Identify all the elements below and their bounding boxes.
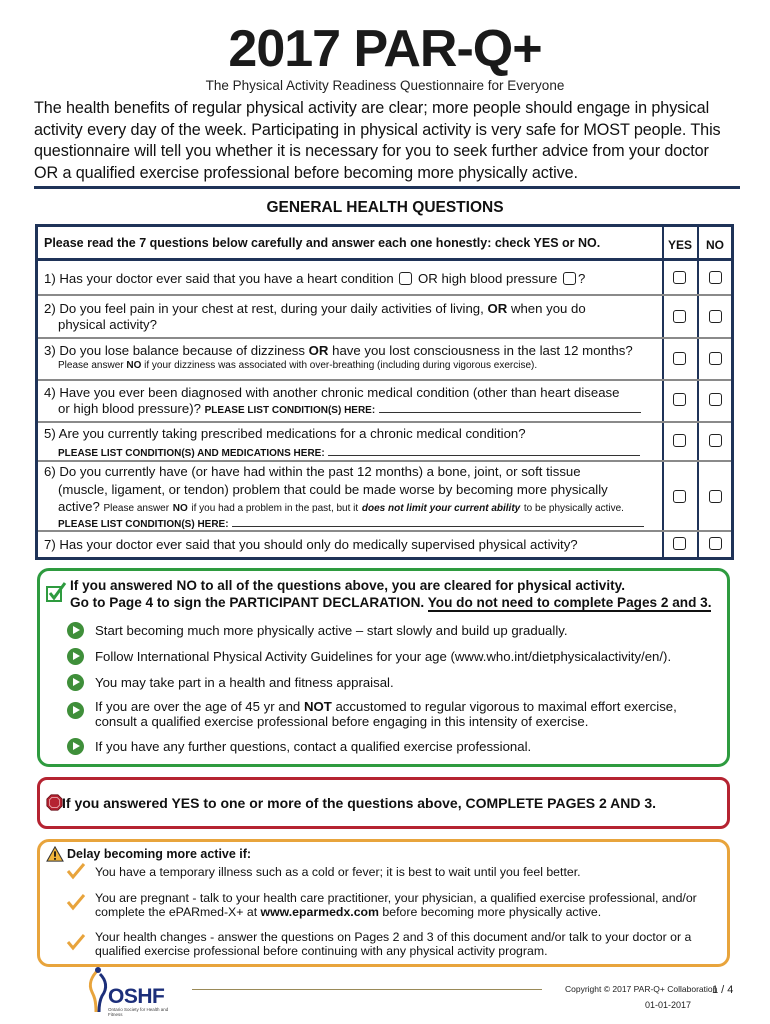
question-text: (muscle, ligament, or tendon) problem that could be made worse by becoming more physically bbox=[58, 482, 608, 497]
cleared-heading-emphasis: You do not need to complete Pages 2 and 3. bbox=[427, 595, 712, 610]
cleared-bullet: Follow International Physical Activity Guidelines for your age (www.who.int/dietphysicalactivity/en/). bbox=[95, 649, 672, 664]
q4-yes-checkbox[interactable] bbox=[673, 393, 686, 406]
section-title: GENERAL HEALTH QUESTIONS bbox=[266, 199, 504, 216]
question-note: Please answer bbox=[58, 360, 124, 371]
q2-yes-checkbox[interactable] bbox=[673, 310, 686, 323]
question-text: 4) Have you ever been diagnosed with another chronic medical condition (other than heart disease bbox=[44, 385, 620, 400]
question-emphasis: OR bbox=[487, 301, 508, 316]
oshf-logo: OSHF bbox=[108, 985, 165, 1008]
intro-line: The health benefits of regular physical activity are clear; more people should engage in physical bbox=[34, 99, 710, 117]
row-divider bbox=[38, 421, 731, 423]
delay-item-text: qualified exercise professional before continuing with any physical activity program. bbox=[95, 944, 548, 958]
q3-no-checkbox[interactable] bbox=[709, 352, 722, 365]
question-text: 3) Do you lose balance because of dizziness bbox=[44, 343, 305, 358]
q6-no-checkbox[interactable] bbox=[709, 490, 722, 503]
intro-paragraph bbox=[34, 98, 746, 184]
delay-heading: Delay becoming more active if: bbox=[67, 847, 252, 861]
question-2 bbox=[44, 301, 654, 333]
question-6 bbox=[44, 463, 654, 531]
question-text: 6) Do you currently have (or have had within the past 12 months) a bone, joint, or soft tissue bbox=[44, 464, 581, 479]
document-date: 01-01-2017 bbox=[645, 1000, 692, 1010]
warning-icon bbox=[46, 846, 64, 862]
cleared-bullet: If you have any further questions, contact a qualified exercise professional. bbox=[95, 739, 532, 754]
cleared-heading-line: If you answered NO to all of the questions above, you are cleared for physical activity. bbox=[70, 578, 625, 593]
question-text: when you do bbox=[510, 301, 586, 316]
play-bullet-icon bbox=[67, 622, 84, 639]
q7-yes-checkbox[interactable] bbox=[673, 537, 686, 550]
conditions-input-line[interactable] bbox=[379, 403, 641, 413]
question-text: 1) Has your doctor ever said that you have a heart condition bbox=[44, 271, 394, 286]
list-conditions-label: PLEASE LIST CONDITION(S) HERE: bbox=[58, 519, 229, 530]
q2-no-checkbox[interactable] bbox=[709, 310, 722, 323]
intro-line: activity every day of the week. Participating in physical activity is very safe for MOST people. This bbox=[34, 120, 721, 139]
eparmedx-link[interactable]: www.eparmedx.com bbox=[260, 905, 379, 919]
question-1 bbox=[44, 271, 659, 287]
checkmark-icon bbox=[66, 893, 86, 911]
question-note: to be physically active. bbox=[523, 503, 624, 514]
q1-no-checkbox[interactable] bbox=[709, 271, 722, 284]
footer-divider bbox=[192, 989, 542, 990]
page-number: 1 / 4 bbox=[712, 984, 734, 996]
delay-item bbox=[95, 891, 720, 919]
question-note: Please answer bbox=[103, 503, 170, 514]
question-text: active? bbox=[58, 499, 100, 514]
yes-answer-text: If you answered YES to one or more of the questions above, COMPLETE PAGES 2 AND 3. bbox=[62, 795, 657, 811]
table-instruction: Please read the 7 questions below carefully and answer each one honestly: check YES or NO. bbox=[44, 236, 601, 250]
high-blood-pressure-checkbox[interactable] bbox=[563, 272, 576, 285]
question-text: 2) Do you feel pain in your chest at rest, during your daily activities of living, bbox=[44, 301, 484, 316]
copyright: Copyright © 2017 PAR-Q+ Collaboration bbox=[565, 984, 718, 994]
question-text: have you lost consciousness in the last 12 months? bbox=[332, 343, 633, 358]
delay-item-text: before becoming more physically active. bbox=[382, 905, 602, 919]
question-note: if your dizziness was associated with over-breathing (including during vigorous exercise). bbox=[144, 360, 538, 371]
delay-item-text: You are pregnant - talk to your health care practitioner, your physician, a qualified exercise professional, and/or bbox=[95, 891, 697, 905]
question-note-emphasis: NO bbox=[172, 503, 188, 514]
row-divider bbox=[38, 379, 731, 381]
cleared-bullet: Start becoming much more physically active – start slowly and build up gradually. bbox=[95, 623, 568, 638]
cleared-heading-line: Go to Page 4 to sign the PARTICIPANT DECLARATION. bbox=[70, 595, 425, 610]
delay-item-text: complete the ePARmed-X+ at bbox=[95, 905, 258, 919]
play-bullet-icon bbox=[67, 702, 84, 719]
question-note-emphasis: NO bbox=[126, 360, 142, 371]
question-text: or high blood pressure)? bbox=[58, 401, 201, 416]
question-text: OR high blood pressure bbox=[418, 271, 558, 286]
question-text: ? bbox=[577, 271, 586, 286]
question-4 bbox=[44, 385, 654, 419]
intro-line: OR a qualified exercise professional before becoming more physically active. bbox=[34, 163, 578, 182]
header-divider bbox=[34, 186, 740, 189]
q6-yes-checkbox[interactable] bbox=[673, 490, 686, 503]
column-divider bbox=[662, 227, 664, 557]
cleared-heading bbox=[70, 577, 730, 611]
cleared-bullet bbox=[95, 699, 725, 729]
play-bullet-icon bbox=[67, 674, 84, 691]
delay-item-text: Your health changes - answer the questions on Pages 2 and 3 of this document and/or talk to your doctor or a bbox=[95, 930, 692, 944]
intro-line: questionnaire will tell you whether it is necessary for you to seek further advice from your doctor bbox=[34, 142, 709, 160]
checkmark-icon bbox=[66, 862, 86, 880]
question-emphasis: OR bbox=[308, 343, 329, 358]
delay-item bbox=[95, 930, 720, 958]
cleared-bullet: You may take part in a health and fitness appraisal. bbox=[95, 675, 394, 690]
column-divider bbox=[697, 227, 699, 557]
q4-no-checkbox[interactable] bbox=[709, 393, 722, 406]
conditions-input-line[interactable] bbox=[232, 517, 644, 527]
delay-item: You have a temporary illness such as a cold or fever; it is best to wait until you feel better. bbox=[95, 865, 581, 879]
list-conditions-label: PLEASE LIST CONDITION(S) HERE: bbox=[204, 405, 376, 416]
yes-column-header: YES bbox=[667, 238, 692, 252]
question-7: 7) Has your doctor ever said that you should only do medically supervised physical activity? bbox=[44, 537, 578, 552]
question-5 bbox=[44, 426, 654, 460]
list-medications-label: PLEASE LIST CONDITION(S) AND MEDICATIONS HERE: bbox=[58, 448, 325, 459]
q1-yes-checkbox[interactable] bbox=[673, 271, 686, 284]
bullet-emphasis: NOT bbox=[303, 699, 332, 714]
q5-no-checkbox[interactable] bbox=[709, 434, 722, 447]
bullet-text: If you are over the age of 45 yr and bbox=[95, 699, 301, 714]
page-title: 2017 PAR-Q+ bbox=[228, 20, 542, 78]
question-3 bbox=[44, 343, 654, 373]
question-text: 5) Are you currently taking prescribed medications for a chronic medical condition? bbox=[44, 426, 526, 441]
oshf-logo-subtitle: Ontario Society for Health and Fitness bbox=[108, 1007, 169, 1017]
green-check-icon bbox=[44, 580, 68, 604]
row-divider bbox=[38, 337, 731, 339]
bullet-text: consult a qualified exercise professional before engaging in this intensity of exercise. bbox=[95, 714, 589, 729]
play-bullet-icon bbox=[67, 738, 84, 755]
q5-yes-checkbox[interactable] bbox=[673, 434, 686, 447]
play-bullet-icon bbox=[67, 648, 84, 665]
stop-sign-icon bbox=[46, 794, 63, 811]
question-note-emphasis: does not limit your current ability bbox=[361, 503, 521, 514]
row-divider bbox=[38, 294, 731, 296]
q3-yes-checkbox[interactable] bbox=[673, 352, 686, 365]
question-text: physical activity? bbox=[58, 317, 157, 332]
bullet-text: accustomed to regular vigorous to maximal effort exercise, bbox=[335, 699, 677, 714]
question-note: if you had a problem in the past, but it bbox=[191, 503, 359, 514]
page-subtitle: The Physical Activity Readiness Questionnaire for Everyone bbox=[205, 78, 565, 93]
no-column-header: NO bbox=[706, 238, 724, 252]
row-divider bbox=[38, 460, 731, 462]
checkmark-icon bbox=[66, 933, 86, 951]
heart-condition-checkbox[interactable] bbox=[399, 272, 412, 285]
q7-no-checkbox[interactable] bbox=[709, 537, 722, 550]
medications-input-line[interactable] bbox=[328, 446, 640, 456]
